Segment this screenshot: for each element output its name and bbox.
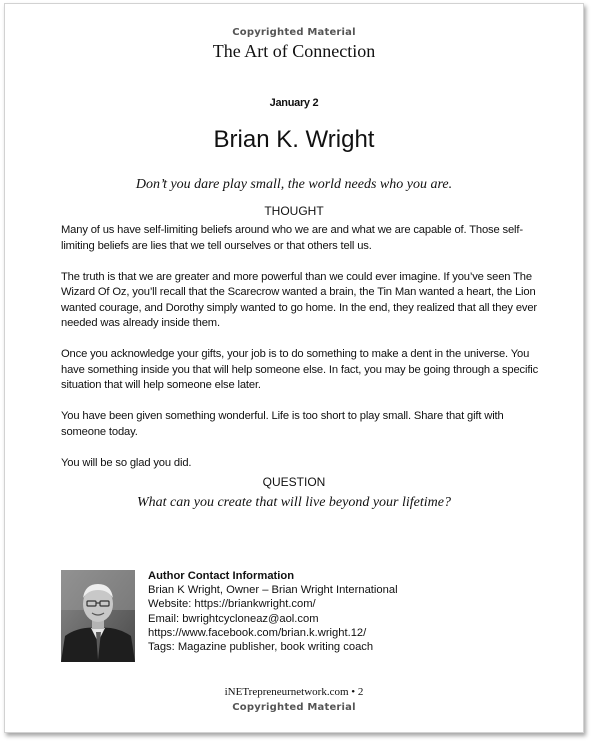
book-page xyxy=(4,3,584,733)
contact-owner-line: Brian K Wright, Owner – Brian Wright International xyxy=(148,584,398,597)
book-title: The Art of Connection xyxy=(212,41,376,61)
entry-question: What can you create that will live beyond your lifetime? xyxy=(136,495,451,510)
question-heading: QUESTION xyxy=(262,475,326,489)
paragraph: You have been given something wonderful. Life is too short to play small. Share that gift with someone today. xyxy=(61,410,504,438)
thought-body xyxy=(61,223,539,487)
paragraph: You will be so glad you did. xyxy=(61,456,192,469)
contact-facebook: https://www.facebook.com/brian.k.wright.12/ xyxy=(148,626,367,639)
author-name: Brian K. Wright xyxy=(213,126,375,153)
copyright-notice-top: Copyrighted Material xyxy=(232,27,356,38)
contact-website: Website: https://briankwright.com/ xyxy=(148,598,316,611)
contact-heading: Author Contact Information xyxy=(148,570,295,582)
paragraph: Once you acknowledge your gifts, your job is to do something to make a dent in the universe. You have something inside you that will help someone else. In fact, you may be going through a specific situation that will help someone else later. xyxy=(61,348,539,391)
entry-quote: Don’t you dare play small, the world needs who you are. xyxy=(135,177,453,192)
author-portrait-image xyxy=(61,570,135,662)
thought-heading: THOUGHT xyxy=(264,204,324,218)
contact-email: Email: bwrightcycloneaz@aol.com xyxy=(148,612,319,625)
copyright-notice-bottom: Copyrighted Material xyxy=(232,702,356,713)
footer-site-page-number: iNETrepreneurnetwork.com • 2 xyxy=(224,686,364,698)
entry-date: January 2 xyxy=(269,97,319,109)
author-contact-info xyxy=(148,569,548,654)
paragraph: Many of us have self-limiting beliefs around who we are and what we are capable of. Those self-limiting beliefs are lies that we tell ourselves or that others tell us. xyxy=(61,224,523,252)
author-photo xyxy=(61,570,135,662)
paragraph: The truth is that we are greater and more powerful than we could ever imagine. If you’ve seen The Wizard Of Oz, you’ll recall that the Scarecrow wanted a brain, the Tin Man wanted a heart, the Lion wanted courage, and Dorothy simply wanted to go home. In the end, they realized that all they ever needed was already inside them. xyxy=(61,270,537,329)
contact-tags: Tags: Magazine publisher, book writing coach xyxy=(148,641,374,654)
